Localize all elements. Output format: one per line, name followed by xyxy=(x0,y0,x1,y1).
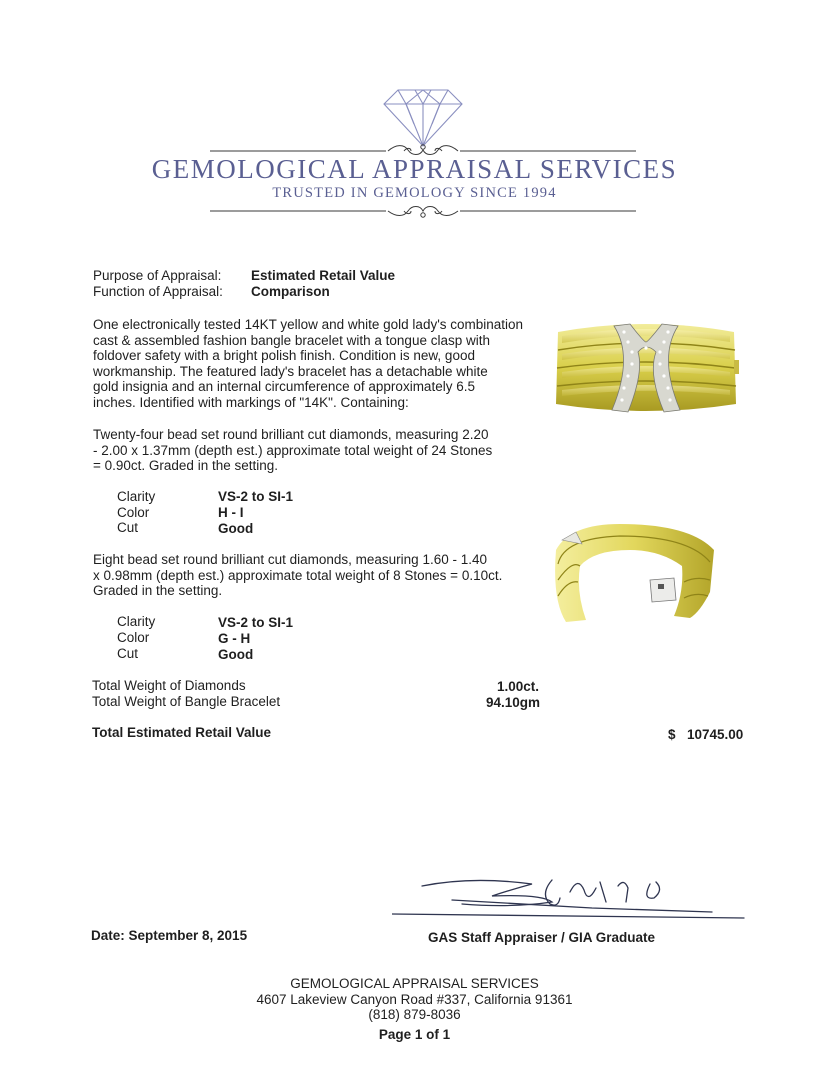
total-diamonds-value: 1.00ct. xyxy=(497,679,540,694)
purpose-label: Purpose of Appraisal: xyxy=(93,268,222,283)
grade-label-color: Color xyxy=(117,630,150,645)
currency-symbol: $ xyxy=(668,727,676,742)
grade-value-clarity: VS-2 to SI-1 xyxy=(218,489,294,504)
footer-address: 4607 Lakeview Canyon Road #337, California 91361 xyxy=(256,992,573,1007)
total-bracelet-label: Total Weight of Bangle Bracelet xyxy=(92,694,281,709)
grade-label-clarity: Clarity xyxy=(117,614,156,629)
grade-value-clarity: VS-2 to SI-1 xyxy=(218,615,294,630)
page-number: Page 1 of 1 xyxy=(378,1027,451,1042)
total-retail-label: Total Estimated Retail Value xyxy=(92,725,272,740)
bottom-ornament-divider xyxy=(208,203,638,219)
stone-description xyxy=(93,552,533,599)
stone-line: x 0.98mm (depth est.) approximate total weight of 8 Stones = 0.10ct. xyxy=(93,567,503,583)
stone-line: Twenty-four bead set round brilliant cut diamonds, measuring 2.20 xyxy=(93,427,489,442)
description-line: inches. Identified with markings of "14K". Containing: xyxy=(93,394,409,410)
grade-label-clarity: Clarity xyxy=(117,489,156,504)
total-bracelet-value: 94.10gm xyxy=(486,695,541,710)
stone-description xyxy=(93,427,533,474)
total-retail-value: 10745.00 xyxy=(687,727,744,742)
function-label: Function of Appraisal: xyxy=(93,284,223,299)
description-line: foldover safety with a bright polish finish. Condition is new, good xyxy=(93,348,475,363)
description-line: gold insignia and an internal circumference of approximately 6.5 xyxy=(93,379,475,394)
footer-company: GEMOLOGICAL APPRAISAL SERVICES xyxy=(290,976,539,991)
appraiser-title: GAS Staff Appraiser / GIA Graduate xyxy=(428,930,656,945)
company-tagline: TRUSTED IN GEMOLOGY SINCE 1994 xyxy=(272,185,557,201)
company-logo-title: GEMOLOGICAL APPRAISAL SERVICES xyxy=(151,154,678,184)
diamond-icon xyxy=(382,88,464,148)
description-line: One electronically tested 14KT yellow and white gold lady's combination xyxy=(93,317,524,332)
footer-phone: (818) 879-8036 xyxy=(368,1007,461,1022)
bracelet-open-image xyxy=(550,520,720,628)
signature-date: Date: September 8, 2015 xyxy=(91,928,248,943)
function-value: Comparison xyxy=(251,284,330,299)
total-diamonds-label: Total Weight of Diamonds xyxy=(92,678,246,693)
appraiser-signature xyxy=(392,868,752,928)
bracelet-front-image xyxy=(548,312,744,422)
stone-line: = 0.90ct. Graded in the setting. xyxy=(93,458,278,473)
description-line: cast & assembled fashion bangle bracelet with a tongue clasp with xyxy=(93,332,490,348)
grade-value-color: H - I xyxy=(218,505,244,520)
purpose-value: Estimated Retail Value xyxy=(251,268,396,283)
grade-label-color: Color xyxy=(117,505,150,520)
stone-line: Graded in the setting. xyxy=(93,583,223,598)
stone-line: Eight bead set round brilliant cut diamonds, measuring 1.60 - 1.40 xyxy=(93,552,487,567)
item-description xyxy=(93,317,533,410)
grade-value-color: G - H xyxy=(218,631,251,646)
description-line: workmanship. The featured lady's bracelet has a detachable white xyxy=(93,363,488,379)
grade-value-cut: Good xyxy=(218,647,254,662)
grade-label-cut: Cut xyxy=(117,520,139,535)
stone-line: - 2.00 x 1.37mm (depth est.) approximate total weight of 24 Stones xyxy=(93,442,493,458)
grade-label-cut: Cut xyxy=(117,646,139,661)
grade-value-cut: Good xyxy=(218,521,254,536)
